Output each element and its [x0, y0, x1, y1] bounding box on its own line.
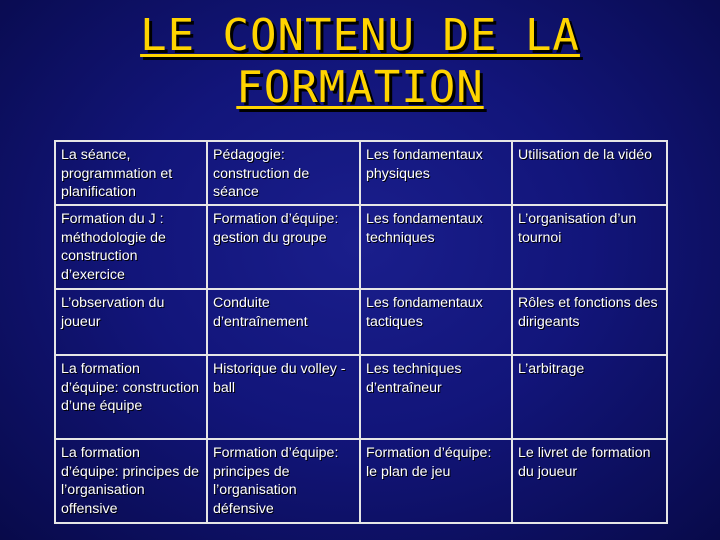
table-cell: L’organisation d’un tournoi — [512, 205, 667, 289]
table-cell: La formation d’équipe: principes de l’organisation offensive — [55, 439, 207, 523]
table-cell: Les fondamentaux physiques — [360, 141, 512, 205]
table-cell: La formation d’équipe: construction d’une équipe — [55, 355, 207, 439]
table-cell: Utilisation de la vidéo — [512, 141, 667, 205]
table-cell: Les fondamentaux techniques — [360, 205, 512, 289]
table-cell: Le livret de formation du joueur — [512, 439, 667, 523]
slide-title-line-1: LE CONTENU DE LA — [140, 10, 580, 61]
table-cell: Pédagogie: construction de séance — [207, 141, 360, 205]
table-row — [55, 205, 667, 289]
table-cell: Formation du J : méthodologie de construction d’exercice — [55, 205, 207, 289]
slide-title-line-2: FORMATION — [236, 62, 484, 113]
table-cell: L’arbitrage — [512, 355, 667, 439]
table-cell: Formation d’équipe: gestion du groupe — [207, 205, 360, 289]
table-cell: Rôles et fonctions des dirigeants — [512, 289, 667, 355]
table-row — [55, 355, 667, 439]
table-cell: Les techniques d’entraîneur — [360, 355, 512, 439]
slide-title — [0, 10, 720, 114]
table-row — [55, 289, 667, 355]
table-cell: Historique du volley -ball — [207, 355, 360, 439]
table-cell: La séance, programmation et planification — [55, 141, 207, 205]
table-cell: Formation d’équipe: principes de l’organisation défensive — [207, 439, 360, 523]
table-cell: Les fondamentaux tactiques — [360, 289, 512, 355]
table-cell: Formation d’équipe: le plan de jeu — [360, 439, 512, 523]
table-cell: L’observation du joueur — [55, 289, 207, 355]
table-row — [55, 141, 667, 205]
table-row — [55, 439, 667, 523]
table-cell: Conduite d’entraînement — [207, 289, 360, 355]
content-table — [54, 140, 668, 524]
